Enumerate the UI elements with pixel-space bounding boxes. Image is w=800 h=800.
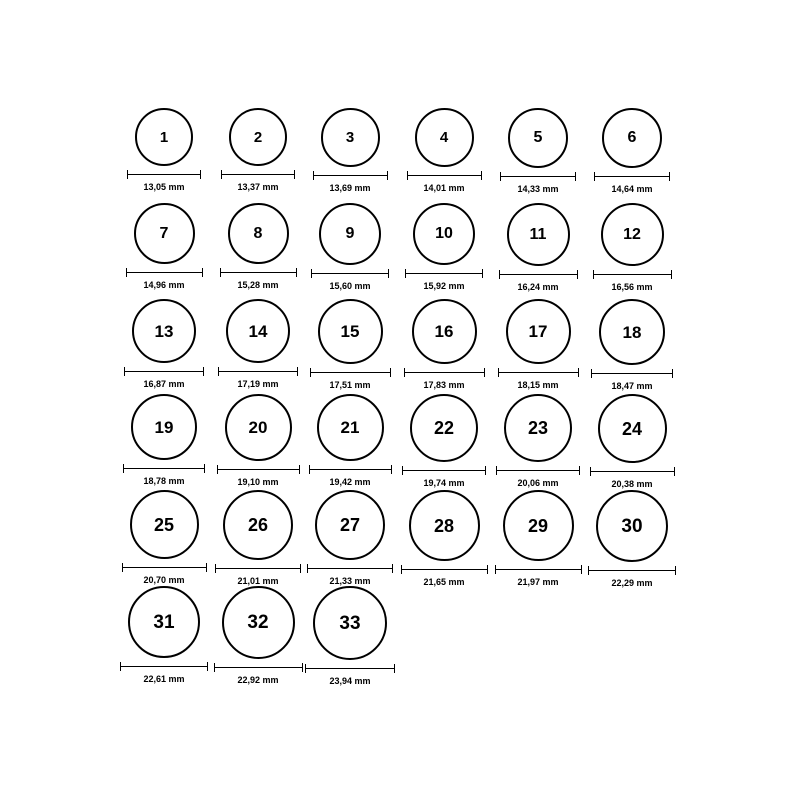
measure-tick-left: [311, 269, 312, 278]
diameter-measure-bar: [500, 172, 576, 182]
ring-circle: [598, 394, 667, 463]
diameter-label: 21,97 mm: [517, 577, 559, 587]
ring-size-item: [124, 299, 204, 389]
ring-circle: [317, 394, 384, 461]
measure-line: [402, 470, 486, 471]
diameter-label: 23,94 mm: [329, 676, 371, 686]
diameter-label: 13,05 mm: [143, 182, 185, 192]
ring-circle: [134, 203, 195, 264]
measure-tick-right: [204, 464, 205, 473]
measure-tick-right: [482, 269, 483, 278]
measure-tick-left: [313, 171, 314, 180]
ring-size-number: 8: [253, 224, 263, 242]
ring-size-number: 31: [153, 611, 175, 633]
ring-size-item: [593, 203, 672, 292]
diameter-measure-bar: [220, 268, 297, 278]
measure-tick-right: [578, 368, 579, 377]
diameter-label: 17,83 mm: [423, 380, 465, 390]
diameter-measure-bar: [311, 269, 389, 279]
diameter-measure-bar: [215, 564, 301, 574]
measure-tick-left: [120, 662, 121, 671]
diameter-label: 21,65 mm: [423, 577, 465, 587]
measure-tick-left: [124, 367, 125, 376]
ring-size-number: 19: [154, 417, 174, 437]
diameter-label: 18,78 mm: [143, 476, 185, 486]
diameter-measure-bar: [221, 170, 295, 180]
measure-tick-left: [215, 564, 216, 573]
diameter-measure-bar: [120, 662, 208, 672]
ring-circle: [225, 394, 292, 461]
ring-size-number: 23: [527, 418, 549, 438]
measure-tick-left: [590, 467, 591, 476]
diameter-measure-bar: [309, 465, 392, 475]
ring-size-number: 28: [433, 515, 455, 536]
measure-line: [126, 272, 203, 273]
ring-size-number: 18: [622, 322, 642, 342]
diameter-measure-bar: [588, 566, 676, 576]
measure-tick-left: [217, 465, 218, 474]
ring-circle: [228, 203, 289, 264]
ring-size-number: 22: [433, 418, 455, 438]
measure-line: [591, 373, 673, 374]
ring-circle: [128, 586, 200, 658]
measure-tick-left: [588, 566, 589, 575]
diameter-measure-bar: [405, 269, 483, 279]
ring-size-number: 32: [247, 612, 269, 633]
ring-size-number: 33: [339, 612, 361, 634]
diameter-measure-bar: [495, 565, 582, 575]
ring-circle: [226, 299, 290, 363]
measure-line: [123, 468, 205, 469]
ring-size-number: 14: [248, 321, 268, 341]
measure-tick-right: [299, 465, 300, 474]
ring-size-item: [214, 586, 303, 685]
ring-size-item: [126, 203, 203, 290]
ring-size-item: [127, 108, 201, 192]
measure-tick-left: [594, 172, 595, 181]
measure-tick-right: [302, 663, 303, 672]
measure-line: [221, 174, 295, 175]
ring-circle: [596, 490, 668, 562]
diameter-label: 19,42 mm: [329, 477, 371, 487]
ring-circle: [223, 490, 293, 560]
measure-line: [220, 272, 297, 273]
ring-size-number: 5: [533, 129, 543, 146]
ring-size-item: [123, 394, 205, 486]
measure-tick-right: [300, 564, 301, 573]
diameter-measure-bar: [214, 663, 303, 673]
ring-circle: [506, 299, 571, 364]
measure-line: [124, 371, 204, 372]
measure-tick-left: [220, 268, 221, 277]
measure-tick-left: [496, 466, 497, 475]
measure-tick-right: [575, 172, 576, 181]
measure-tick-right: [207, 662, 208, 671]
measure-line: [404, 372, 485, 373]
diameter-measure-bar: [307, 564, 393, 574]
ring-size-item: [405, 203, 483, 291]
measure-tick-right: [203, 367, 204, 376]
diameter-label: 18,15 mm: [517, 380, 559, 390]
diameter-label: 14,01 mm: [423, 183, 465, 193]
measure-line: [217, 469, 300, 470]
ring-size-item: [311, 203, 389, 291]
measure-tick-right: [669, 172, 670, 181]
measure-tick-left: [593, 270, 594, 279]
ring-size-item: [404, 299, 485, 390]
measure-tick-left: [310, 368, 311, 377]
measure-tick-right: [296, 268, 297, 277]
measure-tick-left: [499, 270, 500, 279]
diameter-label: 14,33 mm: [517, 184, 559, 194]
measure-tick-left: [214, 663, 215, 672]
diameter-measure-bar: [313, 171, 388, 181]
diameter-measure-bar: [499, 270, 578, 280]
measure-line: [405, 273, 483, 274]
ring-size-item: [498, 299, 579, 390]
diameter-label: 16,24 mm: [517, 282, 559, 292]
measure-tick-right: [294, 170, 295, 179]
diameter-label: 21,33 mm: [329, 576, 371, 586]
diameter-label: 20,38 mm: [611, 479, 653, 489]
measure-tick-right: [206, 563, 207, 572]
ring-circle: [131, 394, 197, 460]
measure-line: [127, 174, 201, 175]
measure-tick-right: [481, 171, 482, 180]
measure-tick-right: [200, 170, 201, 179]
measure-tick-right: [391, 465, 392, 474]
diameter-measure-bar: [404, 368, 485, 378]
diameter-label: 22,61 mm: [143, 674, 185, 684]
ring-circle: [601, 203, 664, 266]
ring-size-number: 26: [247, 515, 269, 535]
ring-size-number: 2: [253, 128, 263, 146]
ring-circle: [130, 490, 199, 559]
measure-tick-left: [498, 368, 499, 377]
diameter-label: 14,96 mm: [143, 280, 185, 290]
measure-line: [305, 668, 395, 669]
ring-circle: [132, 299, 196, 363]
ring-circle: [412, 299, 477, 364]
diameter-label: 13,37 mm: [237, 182, 279, 192]
measure-tick-left: [307, 564, 308, 573]
measure-tick-right: [388, 269, 389, 278]
ring-size-item: [215, 490, 301, 586]
ring-circle: [321, 108, 380, 167]
measure-tick-right: [485, 466, 486, 475]
measure-tick-left: [404, 368, 405, 377]
measure-line: [311, 273, 389, 274]
ring-size-number: 16: [434, 322, 454, 341]
ring-size-item: [217, 394, 300, 487]
measure-tick-right: [387, 171, 388, 180]
ring-size-item: [590, 394, 675, 489]
diameter-label: 16,87 mm: [143, 379, 185, 389]
ring-size-number: 24: [621, 418, 643, 439]
measure-tick-right: [581, 565, 582, 574]
measure-tick-left: [500, 172, 501, 181]
diameter-label: 15,92 mm: [423, 281, 465, 291]
ring-size-number: 30: [621, 515, 643, 537]
diameter-measure-bar: [122, 563, 207, 573]
ring-size-number: 7: [159, 224, 169, 242]
measure-tick-left: [495, 565, 496, 574]
measure-tick-right: [484, 368, 485, 377]
ring-circle: [602, 108, 662, 168]
measure-line: [122, 567, 207, 568]
measure-tick-left: [402, 466, 403, 475]
ring-circle: [507, 203, 570, 266]
diameter-measure-bar: [498, 368, 579, 378]
ring-circle: [504, 394, 572, 462]
measure-line: [215, 568, 301, 569]
measure-line: [495, 569, 582, 570]
diameter-measure-bar: [402, 466, 486, 476]
ring-size-item: [220, 203, 297, 290]
measure-tick-right: [394, 664, 395, 673]
ring-size-item: [305, 586, 395, 686]
diameter-measure-bar: [305, 664, 395, 674]
measure-line: [499, 274, 578, 275]
ring-circle: [503, 490, 574, 561]
diameter-measure-bar: [594, 172, 670, 182]
diameter-label: 15,28 mm: [237, 280, 279, 290]
ring-size-item: [310, 299, 391, 390]
ring-size-item: [496, 394, 580, 488]
ring-size-item: [120, 586, 208, 684]
diameter-measure-bar: [217, 465, 300, 475]
ring-size-number: 27: [339, 515, 361, 535]
diameter-label: 17,51 mm: [329, 380, 371, 390]
ring-size-number: 17: [528, 322, 548, 341]
diameter-measure-bar: [218, 367, 298, 377]
diameter-label: 16,56 mm: [611, 282, 653, 292]
measure-tick-left: [123, 464, 124, 473]
measure-line: [594, 176, 670, 177]
measure-tick-left: [405, 269, 406, 278]
diameter-measure-bar: [126, 268, 203, 278]
diameter-measure-bar: [127, 170, 201, 180]
diameter-measure-bar: [496, 466, 580, 476]
ring-size-item: [594, 108, 670, 194]
diameter-label: 14,64 mm: [611, 184, 653, 194]
ring-circle: [409, 490, 480, 561]
measure-line: [218, 371, 298, 372]
ring-size-item: [588, 490, 676, 588]
ring-size-number: 20: [248, 418, 268, 437]
measure-line: [401, 569, 488, 570]
ring-size-number: 12: [623, 225, 641, 243]
measure-tick-right: [297, 367, 298, 376]
measure-tick-left: [218, 367, 219, 376]
ring-size-number: 6: [627, 129, 637, 146]
ring-circle: [599, 299, 665, 365]
diameter-label: 18,47 mm: [611, 381, 653, 391]
ring-size-number: 1: [159, 128, 169, 146]
diameter-label: 21,01 mm: [237, 576, 279, 586]
diameter-label: 17,19 mm: [237, 379, 279, 389]
ring-size-item: [313, 108, 388, 193]
diameter-label: 22,92 mm: [237, 675, 279, 685]
ring-size-item: [495, 490, 582, 587]
ring-size-item: [402, 394, 486, 488]
ring-circle: [318, 299, 383, 364]
ring-circle: [135, 108, 193, 166]
ring-circle: [222, 586, 295, 659]
measure-tick-right: [672, 369, 673, 378]
measure-tick-left: [122, 563, 123, 572]
diameter-label: 22,29 mm: [611, 578, 653, 588]
diameter-label: 19,74 mm: [423, 478, 465, 488]
ring-size-number: 10: [435, 225, 453, 242]
measure-line: [500, 176, 576, 177]
measure-tick-right: [579, 466, 580, 475]
measure-tick-right: [390, 368, 391, 377]
measure-line: [120, 666, 208, 667]
ring-size-number: 25: [153, 514, 175, 535]
diameter-label: 19,10 mm: [237, 477, 279, 487]
diameter-measure-bar: [407, 171, 482, 181]
ring-size-number: 15: [340, 322, 360, 341]
measure-line: [407, 175, 482, 176]
measure-tick-left: [591, 369, 592, 378]
ring-size-item: [499, 203, 578, 292]
ring-circle: [410, 394, 478, 462]
ring-size-item: [307, 490, 393, 586]
ring-size-item: [407, 108, 482, 193]
measure-tick-left: [126, 268, 127, 277]
ring-circle: [413, 203, 475, 265]
ring-size-number: 11: [529, 225, 547, 243]
ring-size-number: 29: [527, 515, 549, 536]
measure-tick-left: [221, 170, 222, 179]
measure-tick-right: [392, 564, 393, 573]
diameter-label: 15,60 mm: [329, 281, 371, 291]
measure-line: [214, 667, 303, 668]
diameter-measure-bar: [401, 565, 488, 575]
ring-size-number: 21: [340, 418, 360, 437]
measure-tick-left: [309, 465, 310, 474]
diameter-measure-bar: [124, 367, 204, 377]
measure-tick-left: [127, 170, 128, 179]
measure-tick-right: [202, 268, 203, 277]
ring-size-item: [221, 108, 295, 192]
ring-size-item: [218, 299, 298, 389]
diameter-measure-bar: [123, 464, 205, 474]
measure-line: [590, 471, 675, 472]
ring-size-item: [401, 490, 488, 587]
ring-size-number: 3: [345, 129, 355, 146]
ring-size-number: 9: [345, 225, 355, 242]
measure-line: [307, 568, 393, 569]
measure-line: [496, 470, 580, 471]
measure-line: [593, 274, 672, 275]
measure-tick-left: [407, 171, 408, 180]
diameter-measure-bar: [310, 368, 391, 378]
ring-circle: [315, 490, 385, 560]
ring-circle: [313, 586, 387, 660]
ring-size-item: [122, 490, 207, 585]
measure-line: [588, 570, 676, 571]
measure-tick-left: [401, 565, 402, 574]
diameter-measure-bar: [591, 369, 673, 379]
measure-line: [498, 372, 579, 373]
measure-tick-left: [305, 664, 306, 673]
ring-circle: [415, 108, 474, 167]
ring-size-item: [591, 299, 673, 391]
measure-line: [310, 372, 391, 373]
ring-size-item: [500, 108, 576, 194]
diameter-label: 20,70 mm: [143, 575, 185, 585]
ring-size-number: 4: [439, 129, 449, 146]
ring-circle: [229, 108, 287, 166]
diameter-label: 20,06 mm: [517, 478, 559, 488]
diameter-measure-bar: [593, 270, 672, 280]
ring-circle: [319, 203, 381, 265]
ring-size-item: [309, 394, 392, 487]
diameter-measure-bar: [590, 467, 675, 477]
measure-line: [313, 175, 388, 176]
measure-tick-right: [577, 270, 578, 279]
measure-tick-right: [671, 270, 672, 279]
measure-line: [309, 469, 392, 470]
ring-circle: [508, 108, 568, 168]
diameter-label: 13,69 mm: [329, 183, 371, 193]
measure-tick-right: [674, 467, 675, 476]
measure-tick-right: [487, 565, 488, 574]
ring-size-number: 13: [154, 321, 174, 341]
measure-tick-right: [675, 566, 676, 575]
